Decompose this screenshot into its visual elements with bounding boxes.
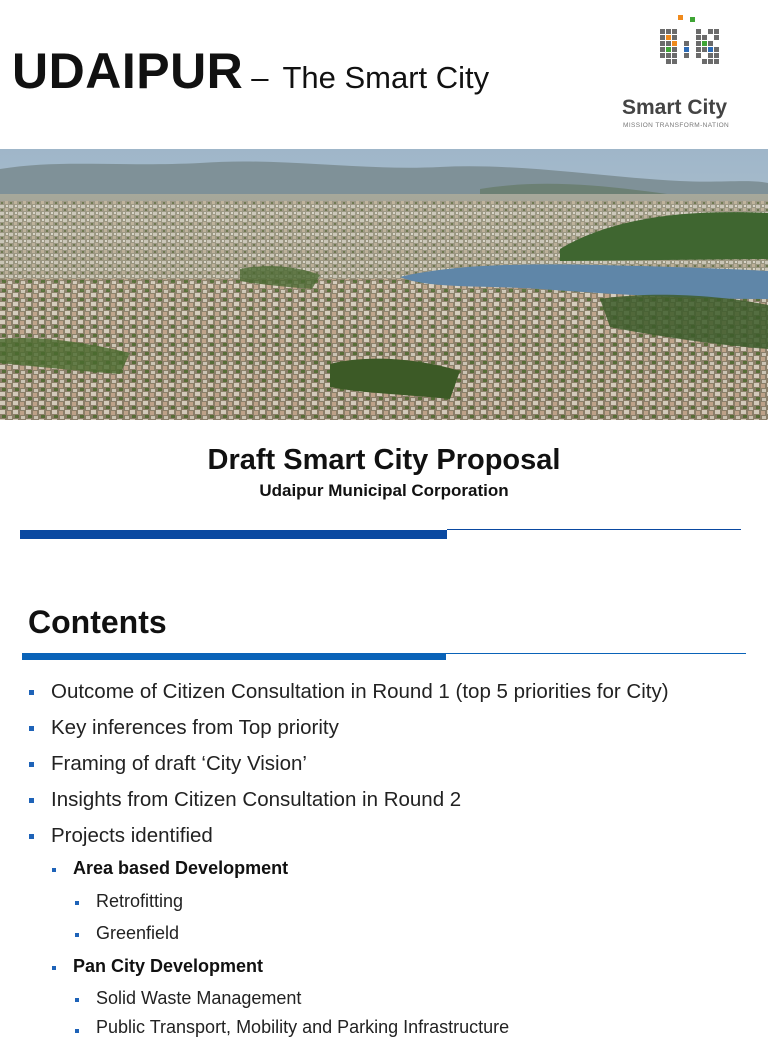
contents-divider-thin <box>446 653 746 654</box>
divider-thick <box>20 530 447 539</box>
bullet-icon <box>29 762 34 767</box>
smart-city-logo <box>620 15 740 133</box>
contents-subitem: Retrofitting <box>96 891 184 911</box>
bullet-icon <box>52 868 56 872</box>
logo-tagline: MISSION TRANSFORM-NATION <box>623 122 730 129</box>
contents-item: Outcome of Citizen Consultation in Round 1 (top 5 priorities for City) <box>51 680 669 703</box>
contents-heading: Contents <box>28 604 167 640</box>
title-subtitle: The Smart City <box>282 60 490 95</box>
contents-item: Key inferences from Top priority <box>51 716 339 739</box>
smart-city-logo-mark-icon <box>654 15 724 85</box>
title-dash: – <box>251 60 269 95</box>
contents-subheading-area-based: Area based Development <box>73 858 289 878</box>
contents-divider-thick <box>22 653 446 660</box>
city-aerial-photo <box>0 149 768 420</box>
bullet-icon <box>29 834 34 839</box>
bullet-icon <box>75 998 79 1002</box>
city-name: UDAIPUR <box>12 43 244 99</box>
contents-subitem: Greenfield <box>96 923 180 943</box>
bullet-icon <box>29 798 34 803</box>
contents-item: Insights from Citizen Consultation in Round 2 <box>51 788 462 811</box>
contents-subheading-pan-city: Pan City Development <box>73 956 264 976</box>
bullet-icon <box>29 690 34 695</box>
bullet-icon <box>75 933 79 937</box>
proposal-title: Draft Smart City Proposal <box>207 444 561 476</box>
bullet-icon <box>75 901 79 905</box>
contents-subitem: Public Transport, Mobility and Parking Infrastructure <box>96 1017 510 1037</box>
bullet-icon <box>52 966 56 970</box>
page-title <box>12 38 489 111</box>
contents-item: Projects identified <box>51 824 213 847</box>
proposal-subtitle: Udaipur Municipal Corporation <box>259 481 509 500</box>
divider-thin <box>447 529 741 530</box>
logo-name: Smart City <box>622 96 728 119</box>
bullet-icon <box>29 726 34 731</box>
contents-subitem: Solid Waste Management <box>96 988 302 1008</box>
bullet-icon <box>75 1029 79 1033</box>
contents-item: Framing of draft ‘City Vision’ <box>51 752 307 775</box>
